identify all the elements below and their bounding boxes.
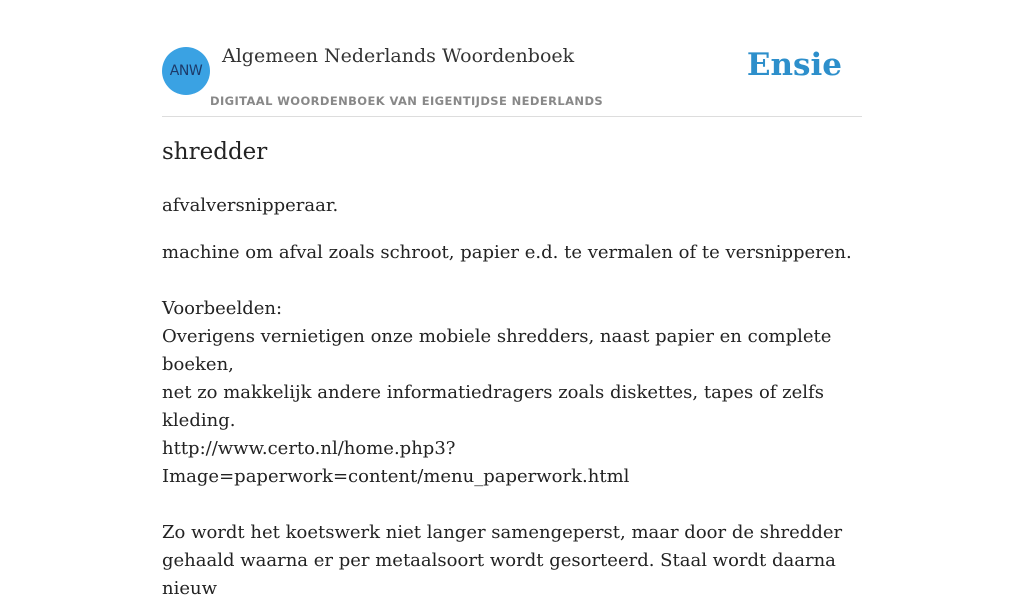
synonym: afvalversnipperaar. <box>162 195 339 216</box>
example-1-source-line-2: Image=paperwork=content/menu_paperwork.html <box>162 466 630 487</box>
example-1-line-2: net zo makkelijk andere informatiedragers zoals diskettes, tapes of zelfs kleding. <box>162 382 824 431</box>
site-header <box>162 0 862 117</box>
anw-logo[interactable] <box>162 47 210 95</box>
site-subtitle: DIGITAAL WOORDENBOEK VAN EIGENTIJDSE NEDERLANDS <box>210 94 604 108</box>
logo-text: ANW <box>169 63 203 79</box>
example-2-line-1: Zo wordt het koetswerk niet langer samengeperst, maar door de shredder <box>162 522 843 543</box>
example-2-line-2: gehaald waarna er per metaalsoort wordt gesorteerd. Staal wordt daarna nieuw <box>162 550 836 599</box>
ensie-brand-link[interactable]: Ensie <box>746 47 842 83</box>
site-title[interactable]: Algemeen Nederlands Woordenboek <box>222 45 575 67</box>
entry-content <box>162 239 862 603</box>
example-1-source-line-1: http://www.certo.nl/home.php3? <box>162 438 456 459</box>
examples-label: Voorbeelden: <box>162 298 283 319</box>
headword: shredder <box>162 139 268 165</box>
page-container <box>162 0 862 599</box>
definition: machine om afval zoals schroot, papier e.d. te vermalen of te versnipperen. <box>162 242 852 263</box>
example-1-line-1: Overigens vernietigen onze mobiele shredders, naast papier en complete boeken, <box>162 326 832 375</box>
